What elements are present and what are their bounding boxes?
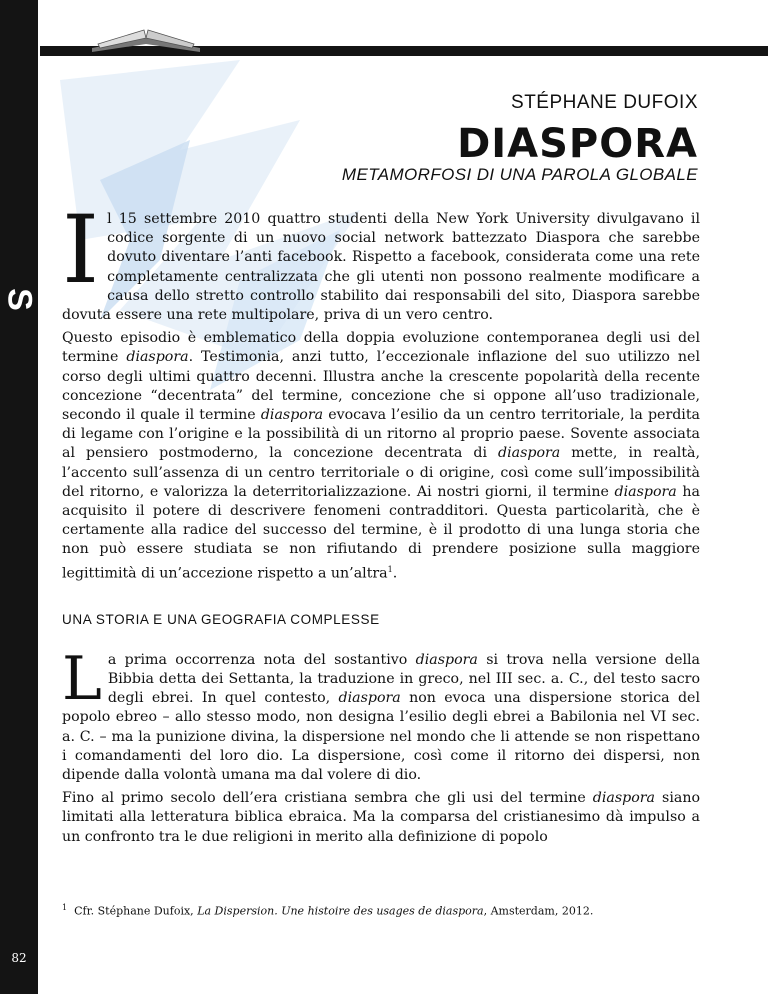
footnote-number: 1 — [62, 903, 68, 912]
text-run: . Testimonia, anzi tutto, l’eccezionale inflazione del suo utilizzo nel corso degli ultimi quattro decenni. Illustra anche la crescente popolarità della recente concezione “decentrata” del termine, concezione che si oppone all’uso tradizionale, secondo il quale il termine — [62, 349, 700, 424]
text-run: Cfr. Stéphane Dufoix, — [74, 904, 198, 918]
text-run: , Amsterdam, 2012. — [483, 904, 594, 918]
drop-cap: I — [62, 196, 100, 305]
paragraph-1 — [62, 196, 700, 325]
page-number: 82 — [11, 951, 27, 965]
italic-title: La Dispersion. Une histoire des usages de diaspora — [197, 904, 484, 918]
text-run: evocava l’esilio da un centro territoriale, la perdita di legame con l’origine e la possibilità di un ritorno al proprio paese. Sovente associata al pensiero postmoderno, la concezione decentrata di — [62, 407, 700, 462]
paragraph-3 — [62, 643, 700, 785]
text-run: si trova nella versione della Bibbia detta dei Settanta, la traduzione in greco, nel III sec. a. C., del testo sacro degli ebrei. In quel contesto, — [107, 651, 700, 707]
paragraph-2 — [62, 329, 700, 583]
article-title: DIASPORA — [457, 121, 698, 167]
text-run: mette, in realtà, l’accento sull’assenza di un centro territoriale o di origine, così come sull’impossibilità del ritorno, e valorizza la deterritorializzazione. Ai nostri giorni, il termine — [62, 445, 700, 500]
italic-term: diaspora — [415, 651, 478, 668]
italic-term: diaspora — [260, 407, 324, 424]
paragraph-4 — [62, 789, 700, 847]
sidebar-letter: S — [0, 288, 39, 311]
text-run: Fino al primo secolo dell’era cristiana sembra che gli usi del termine — [62, 790, 593, 807]
italic-term: diaspora — [592, 790, 656, 807]
author-name: STÉPHANE DUFOIX — [511, 92, 698, 113]
paragraph-1-text: l 15 settembre 2010 quattro studenti della New York University divulgavano il codice sorgente di un nuovo social network battezzato Diaspora che sarebbe dovuto diventare l’anti facebook. Rispetto a facebook, considerata come una rete completamente centralizzata che gli utenti non possono realmente modificare a causa dello stretto controllo stabilito dai responsabili del sito, Diaspora sarebbe dovuta essere una rete multipolare, priva di un vero centro. — [62, 211, 700, 324]
italic-term: diaspora — [126, 349, 189, 366]
text-run: . — [392, 565, 398, 582]
italic-term: diaspora — [614, 483, 677, 500]
italic-term: diaspora — [498, 445, 561, 462]
article-subtitle: METAMORFOSI DI UNA PAROLA GLOBALE — [341, 165, 698, 184]
text-run: ha acquisito il potere di descrivere fenomeni contradditori. Questa particolarità, che è certamente alla radice del successo del termine, è il prodotto di una lunga storia che non può essere studiata se non rifiutando di prendere posizione sulla maggiore legittimità di un’accezione rispetto a un’altra — [62, 483, 700, 582]
text-run: a prima occorrenza nota del sostantivo — [107, 651, 416, 668]
section-heading: UNA STORIA E UNA GEOGRAFIA COMPLESSE — [62, 611, 380, 627]
italic-term: diaspora — [338, 690, 401, 707]
left-dark-bar — [0, 0, 38, 994]
page-number-box — [0, 940, 38, 994]
open-book-icon — [86, 24, 206, 54]
footnote-ref[interactable]: 1 — [387, 564, 393, 574]
article-body — [62, 196, 700, 851]
text-run: siano limitati alla letteratura biblica ebraica. Ma la comparsa del cristianesimo dà impulso a un confronto tra le due religioni in merito alla definizione di popolo — [62, 790, 700, 845]
drop-cap: L — [62, 643, 102, 714]
footnote — [62, 903, 700, 918]
text-run: non evoca una dispersione storica del popolo ebreo – allo stesso modo, non designa l’esilio degli ebrei a Babilonia nel VI sec. a. C. – ma la punizione divina, la dispersione nel mondo che li attende se non rispettano i comandamenti del loro dio. La dispersione, così come il ritorno dei dispersi, non dipende dalla volontà umana ma dal volere di dio. — [62, 690, 700, 784]
text-run: Questo episodio è emblematico della doppia evoluzione contemporanea degli usi del termine — [62, 330, 700, 366]
